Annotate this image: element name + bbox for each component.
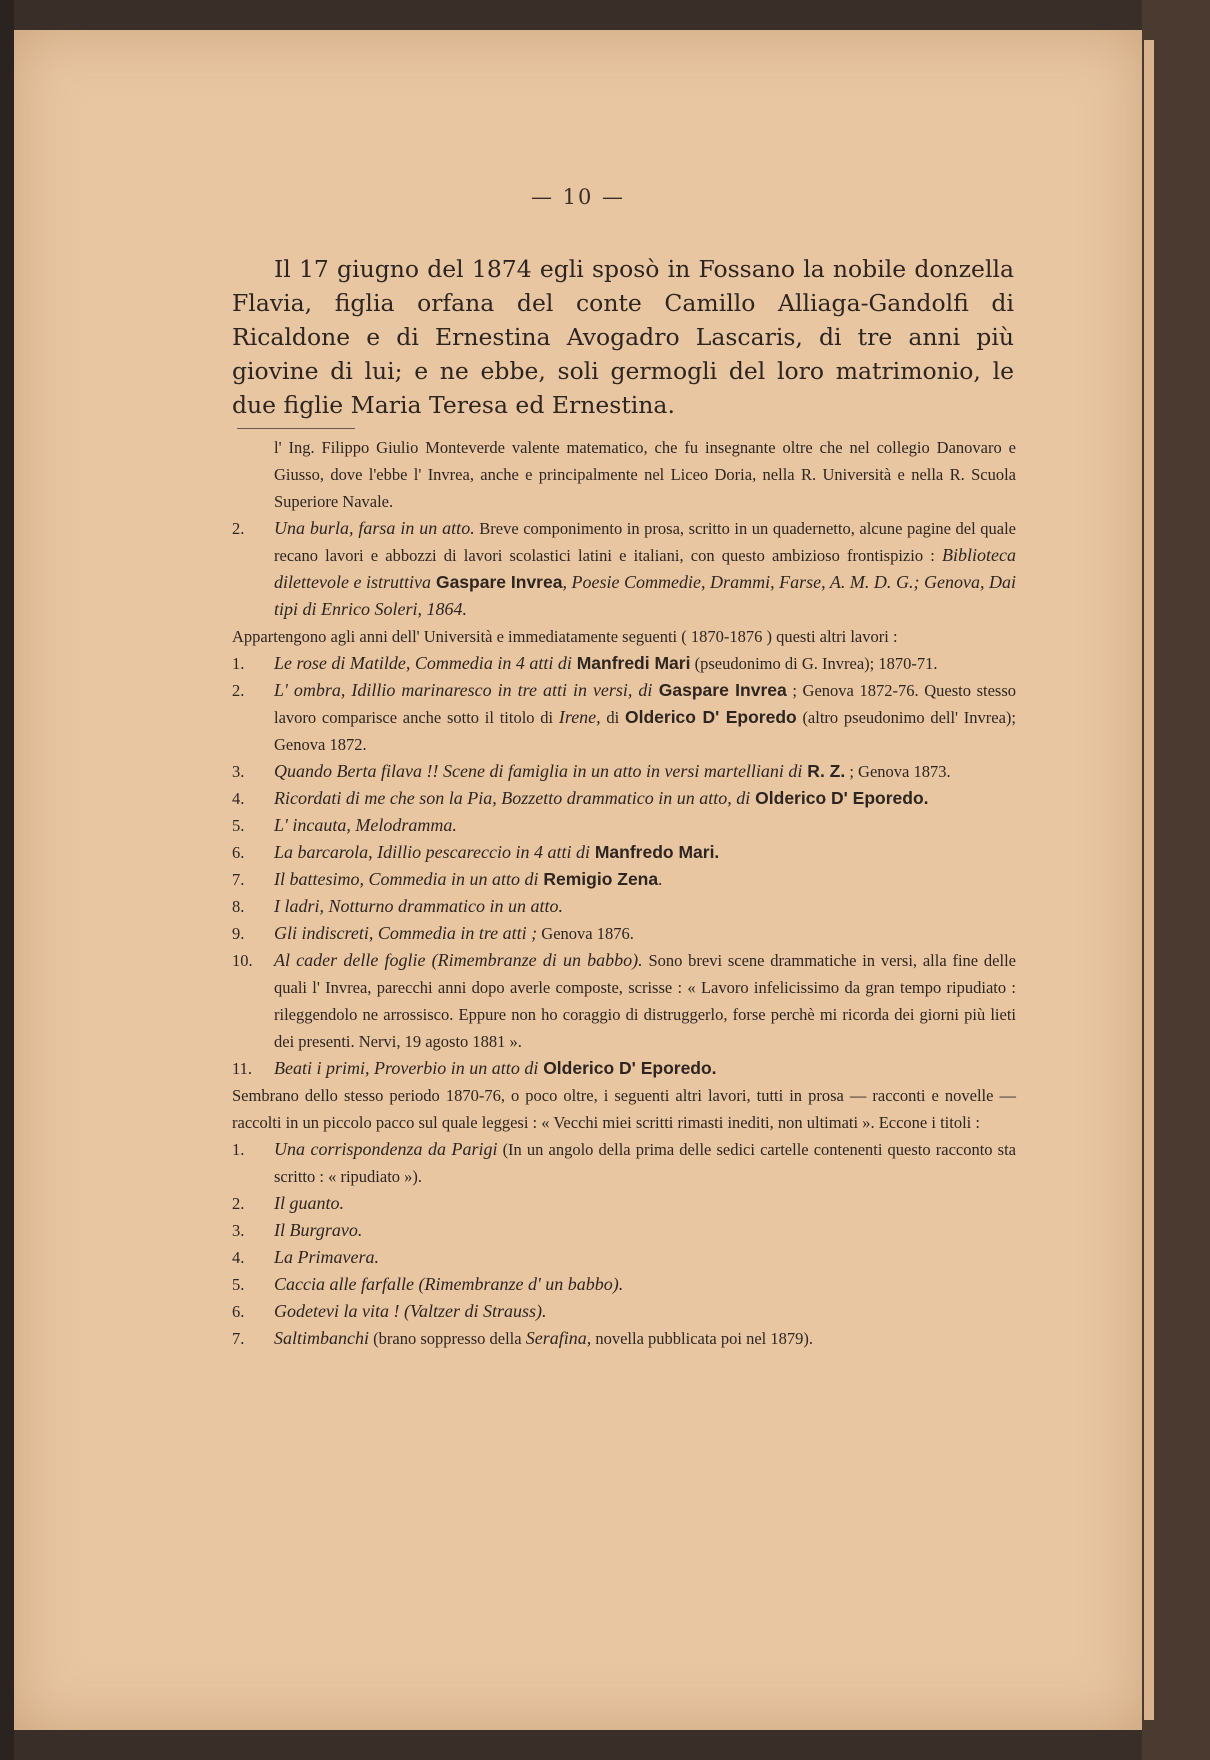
work-note: Genova 1876. [537, 924, 634, 943]
footnote-2 [232, 515, 1016, 623]
list-number: 4. [232, 789, 245, 808]
work-title: I ladri, Notturno drammatico in un atto. [274, 896, 564, 916]
list-number: 3. [232, 1221, 245, 1240]
group2-intro: Sembrano dello stesso periodo 1870-76, o poco oltre, i seguenti altri lavori, tutti in prosa — racconti e novelle — raccolti in un piccolo pacco sul quale leggesi : « Vecchi miei scritti rimasti inediti, non ultimati ». Eccone i titoli : [232, 1086, 1016, 1132]
work-note: Sono brevi scene drammatiche in versi, alla fine delle quali l' Invrea, parecchi anni dopo averle composte, scrisse : « Lavoro infelicissimo da gran tempo ripudiato : rileggendolo ne arrossisco. Eppure non ho coraggio di distruggerlo, forse perchè mi ricorda dei giorni più lieti dei presenti. Nervi, 19 agosto 1881 ». [274, 951, 1016, 1051]
group1-intro: Appartengono agli anni dell' Università e immediatamente seguenti ( 1870-1876 ) questi altri lavori : [232, 627, 898, 646]
work-note: (altro pseudonimo dell' Invrea); Genova 1872. [274, 708, 1016, 754]
list-number: 1. [232, 654, 245, 673]
work-title: La Primavera. [274, 1247, 379, 1267]
work-title: Il guanto. [274, 1193, 344, 1213]
alt-title: Serafina, [525, 1328, 592, 1348]
work-title: L' incauta, Melodramma. [274, 815, 457, 835]
spine-band [1144, 40, 1154, 1720]
work-title: Saltimbanchi [274, 1328, 369, 1348]
author-name: R. Z. [802, 761, 846, 781]
work-note: Breve componimento in prosa, scritto in un quadernetto, alcune pagine del quale recano lavori e abbozzi di lavori scolastici latini e italiani, con questo ambizioso frontispizio : [274, 519, 1016, 565]
work-title: Il battesimo, Commedia in un atto di [274, 869, 539, 889]
work-note: (brano soppresso della [369, 1329, 526, 1348]
list-number: 2. [232, 681, 245, 700]
work-title: Quando Berta filava !! Scene di famiglia in un atto in versi martelliani di [274, 761, 803, 781]
works1-item [232, 785, 1016, 812]
work-note: di [600, 708, 625, 727]
work-note: ; Genova 1872-76. Questo stesso lavoro comparisce anche sotto il titolo di [274, 681, 1016, 727]
work-title: Il Burgravo. [274, 1220, 363, 1240]
list-number: 7. [232, 1329, 245, 1348]
footnote-continuation: l' Ing. Filippo Giulio Monteverde valente matematico, che fu insegnante oltre che nel collegio Danovaro e Giusso, dove l'ebbe l' Invrea, anche e principalmente nel Liceo Doria, nella R. Università e nella R. Scuola Superiore Navale. [274, 438, 1016, 511]
works1-item [232, 650, 1016, 677]
author-name: Olderico D' Eporedo. [538, 1058, 717, 1078]
author-name: Olderico D' Eporedo [624, 707, 797, 727]
works1-item [232, 758, 1016, 785]
works1-item [232, 893, 1016, 920]
work-title: Beati i primi, Proverbio in un atto di [274, 1058, 539, 1078]
list-number: 2. [232, 1194, 245, 1213]
works2-item [232, 1325, 1016, 1352]
works2-item [232, 1244, 1016, 1271]
list-number: 11. [232, 1059, 253, 1078]
alt-title: Irene, [558, 707, 601, 727]
list-number: 9. [232, 924, 245, 943]
works-list-1 [232, 650, 1016, 1082]
work-note: . [658, 870, 663, 889]
work-title: Una corrispondenza da Parigi [274, 1139, 498, 1159]
footnote-rule [237, 428, 355, 429]
author-name: Remigio Zena [538, 869, 659, 889]
works1-item [232, 1055, 1016, 1082]
work-title: Al cader delle foglie (Rimembranze di un babbo). [274, 950, 643, 970]
list-number: 4. [232, 1248, 245, 1267]
book-page [14, 30, 1142, 1730]
author-name: Olderico D' Eporedo. [750, 788, 929, 808]
page-number: — 10 — [530, 185, 626, 209]
list-number: 6. [232, 843, 245, 862]
list-number: 5. [232, 1275, 245, 1294]
work-title: Caccia alle farfalle (Rimembranze d' un babbo). [274, 1274, 624, 1294]
work-title: Ricordati di me che son la Pia, Bozzetto drammatico in un atto, di [274, 788, 751, 808]
work-title: Una burla, farsa in un atto. [274, 518, 475, 538]
frontispiece-rest: , Poesie Commedie, Drammi, Farse, A. M. D. G.; Genova, Dai tipi di Enrico Soleri, 1864. [274, 572, 1016, 619]
frontispiece-title: Biblioteca dilettevole e istruttiva [274, 545, 1016, 592]
works1-item [232, 920, 1016, 947]
works2-item [232, 1271, 1016, 1298]
list-number: 7. [232, 870, 245, 889]
list-number: 3. [232, 762, 245, 781]
list-number: 5. [232, 816, 245, 835]
works1-item [232, 866, 1016, 893]
scan-edge-left [0, 0, 14, 1760]
work-note: (In un angolo della prima delle sedici cartelle contenenti questo racconto sta scritto : « ripudiato »). [274, 1140, 1016, 1186]
work-title: L' ombra, Idillio marinaresco in tre atti in versi, di [274, 680, 653, 700]
list-number: 6. [232, 1302, 245, 1321]
work-note: novella pubblicata poi nel 1879). [591, 1329, 813, 1348]
list-number: 2. [232, 519, 245, 538]
works1-item [232, 812, 1016, 839]
author-name: Manfredo Mari. [589, 842, 720, 862]
works2-item [232, 1217, 1016, 1244]
works1-item [232, 839, 1016, 866]
work-title: Gli indiscreti, Commedia in tre atti ; [274, 923, 538, 943]
works2-item [232, 1190, 1016, 1217]
author-name: Gaspare Invrea [431, 572, 563, 592]
works-list-2 [232, 1136, 1016, 1352]
works2-item [232, 1136, 1016, 1190]
work-title: La barcarola, Idillio pescareccio in 4 atti di [274, 842, 590, 862]
list-number: 1. [232, 1140, 245, 1159]
work-title: Le rose di Matilde, Commedia in 4 atti di [274, 653, 572, 673]
lead-paragraph: Il 17 giugno del 1874 egli sposò in Fossano la nobile donzella Flavia, figlia orfana del conte Camillo Alliaga-Gandolfi di Ricaldone e di Ernestina Avogadro Lascaris, di tre anni più giovine di lui; e ne ebbe, soli germogli del loro matrimonio, le due figlie Maria Teresa ed Ernestina. [232, 255, 1014, 419]
list-number: 10. [232, 951, 253, 970]
author-name: Manfredi Mari [571, 653, 691, 673]
footnotes [232, 434, 1016, 1352]
work-note: (pseudonimo di G. Invrea); 1870-71. [690, 654, 938, 673]
works1-item [232, 677, 1016, 758]
works2-item [232, 1298, 1016, 1325]
author-name: Gaspare Invrea [652, 680, 787, 700]
work-title: Godetevi la vita ! (Valtzer di Strauss). [274, 1301, 547, 1321]
work-note: ; Genova 1873. [845, 762, 951, 781]
works1-item [232, 947, 1016, 1055]
list-number: 8. [232, 897, 245, 916]
